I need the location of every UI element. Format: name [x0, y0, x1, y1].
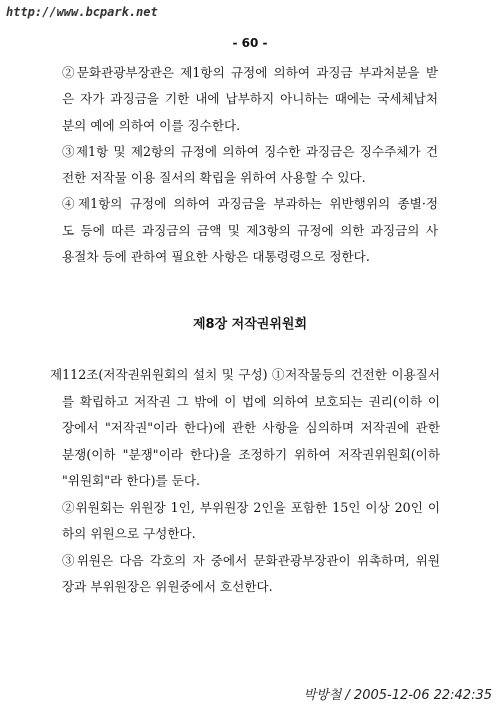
text-line: 은 자가 과징금을 기한 내에 납부하지 아니하는 때에는 국세체납처	[62, 91, 438, 107]
text-line: 장과 부위원장은 위원중에서 호선한다.	[62, 579, 273, 594]
text-line: "위원회"라 한다)를 둔다.	[62, 473, 200, 488]
text-line: ②문화관광부장관은 제1항의 규정에 의하여 과징금 부과처분을 받	[62, 65, 438, 80]
text-line: 장에서 "저작권"이라 한다)에 관한 사항을 심의하며 저작권에 관한	[62, 420, 440, 435]
watermark-url: http://www.bcpark.net	[6, 5, 158, 19]
text-line: ④제1항의 규정에 의하여 과징금을 부과하는 위반행위의 종별·정	[62, 196, 438, 212]
text-line: 도 등에 따른 과징금의 금액 및 제3항의 규정에 의한 과징금의 사	[62, 222, 438, 238]
text-line: 를 확립하고 저작권 그 밖에 이 법에 의하여 보호되는 권리(이하 이	[62, 393, 440, 409]
text-line: 전한 저작물 이용 질서의 확립을 위하여 사용할 수 있다.	[62, 170, 366, 186]
section-a-body	[62, 60, 438, 270]
article-heading-line: 제112조(저작권위원회의 설치 및 구성) ①저작물등의 건전한 이용질서	[50, 367, 440, 382]
text-line: ②위원회는 위원장 1인, 부위원장 2인을 포함한 15인 이상 20인 이	[62, 499, 440, 515]
article-112	[50, 362, 440, 601]
text-line: ③제1항 및 제2항의 규정에 의하여 징수한 과징금은 징수주체가 건	[62, 143, 438, 159]
text-line: ③위원은 다음 각호의 자 중에서 문화관광부장관이 위촉하며, 위원	[62, 552, 440, 568]
signature-timestamp: 박방철 / 2005-12-06 22:42:35	[303, 688, 492, 703]
text-line: 하의 위원으로 구성한다.	[62, 526, 196, 541]
chapter-title: 제8장 저작권위원회	[192, 317, 308, 332]
page-number: - 60 -	[232, 36, 268, 50]
text-line: 용절차 등에 관하여 필요한 사항은 대통령령으로 정한다.	[62, 249, 370, 265]
text-line: 분쟁(이하 "분쟁"이라 한다)을 조정하기 위하여 저작권위원회(이하	[62, 446, 440, 462]
text-line: 분의 예에 의하여 이를 징수한다.	[62, 117, 241, 133]
